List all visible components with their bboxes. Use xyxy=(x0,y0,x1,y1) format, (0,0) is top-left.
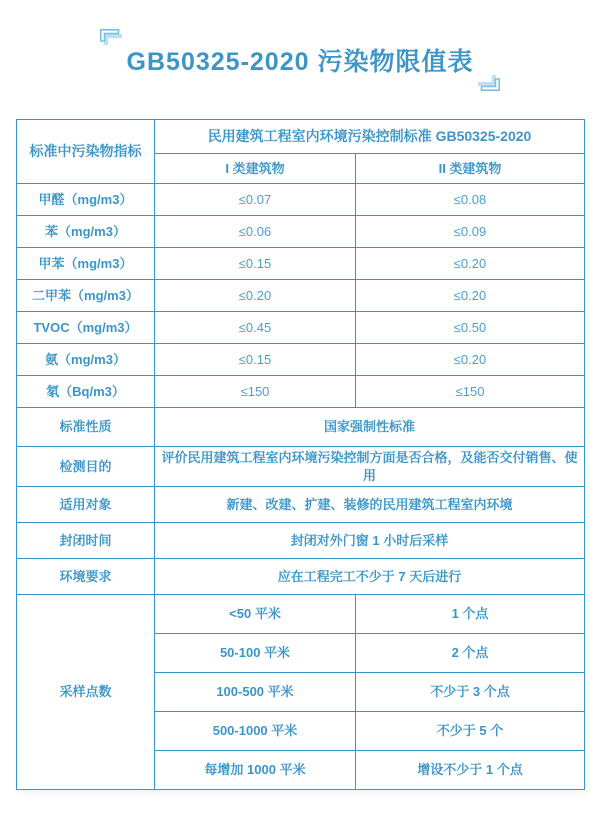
class2-limit-cell: ≤0.08 xyxy=(356,184,585,216)
pollutant-row-tvoc xyxy=(17,312,585,344)
class1-limit-cell: ≤0.20 xyxy=(155,280,356,312)
page-title: GB50325-2020 污染物限值表 xyxy=(126,48,474,76)
pollutant-row-formaldehyde xyxy=(17,184,585,216)
class2-limit-cell: ≤0.20 xyxy=(356,280,585,312)
pollutant-name-cell: 甲苯（mg/m3） xyxy=(17,248,155,280)
pollutant-row-radon xyxy=(17,376,585,408)
pollutant-limit-table xyxy=(16,119,585,790)
info-label-cell: 适用对象 xyxy=(17,487,155,523)
pollutant-row-xylene xyxy=(17,280,585,312)
class1-header-cell: I 类建筑物 xyxy=(155,154,356,184)
class2-limit-cell: ≤0.09 xyxy=(356,216,585,248)
pollutant-row-toluene xyxy=(17,248,585,280)
pollutant-row-benzene xyxy=(17,216,585,248)
info-value-cell: 应在工程完工不少于 7 天后进行 xyxy=(155,559,585,595)
pollutant-name-cell: 氨（mg/m3） xyxy=(17,344,155,376)
info-row-test-purpose xyxy=(17,447,585,487)
standard-header-cell: 民用建筑工程室内环境污染控制标准 GB50325-2020 xyxy=(155,120,585,154)
sampling-label-cell: 采样点数 xyxy=(17,595,155,790)
sampling-points-cell: 不少于 5 个 xyxy=(356,712,585,751)
sampling-area-cell: <50 平米 xyxy=(155,595,356,634)
class2-limit-cell: ≤150 xyxy=(356,376,585,408)
header-row-standard xyxy=(17,120,585,154)
info-label-cell: 封闭时间 xyxy=(17,523,155,559)
info-row-closing-time xyxy=(17,523,585,559)
corner-bracket-bottom-right-icon xyxy=(477,74,501,92)
pollutant-name-cell: 苯（mg/m3） xyxy=(17,216,155,248)
info-value-cell: 新建、改建、扩建、装修的民用建筑工程室内环境 xyxy=(155,487,585,523)
pollutant-limit-table-container xyxy=(16,119,584,790)
title-container xyxy=(121,38,480,82)
sampling-area-cell: 每增加 1000 平米 xyxy=(155,751,356,790)
info-label-cell: 环境要求 xyxy=(17,559,155,595)
info-row-environment-requirement xyxy=(17,559,585,595)
class2-limit-cell: ≤0.20 xyxy=(356,248,585,280)
corner-bracket-top-left-icon xyxy=(99,28,123,46)
class1-limit-cell: ≤0.15 xyxy=(155,248,356,280)
sampling-points-cell: 增设不少于 1 个点 xyxy=(356,751,585,790)
class2-header-cell: II 类建筑物 xyxy=(356,154,585,184)
sampling-points-cell: 不少于 3 个点 xyxy=(356,673,585,712)
indicator-header-cell: 标准中污染物指标 xyxy=(17,120,155,184)
info-label-cell: 检测目的 xyxy=(17,447,155,487)
info-value-cell: 评价民用建筑工程室内环境污染控制方面是否合格，及能否交付销售、使用 xyxy=(155,447,585,487)
pollutant-row-ammonia xyxy=(17,344,585,376)
sampling-area-cell: 500-1000 平米 xyxy=(155,712,356,751)
sampling-points-cell: 2 个点 xyxy=(356,634,585,673)
class1-limit-cell: ≤0.45 xyxy=(155,312,356,344)
class1-limit-cell: ≤150 xyxy=(155,376,356,408)
sampling-row xyxy=(17,595,585,634)
info-row-standard-nature xyxy=(17,408,585,447)
sampling-area-cell: 50-100 平米 xyxy=(155,634,356,673)
info-label-cell: 标准性质 xyxy=(17,408,155,447)
info-value-cell: 国家强制性标准 xyxy=(155,408,585,447)
pollutant-name-cell: 氡（Bq/m3） xyxy=(17,376,155,408)
class1-limit-cell: ≤0.07 xyxy=(155,184,356,216)
class1-limit-cell: ≤0.15 xyxy=(155,344,356,376)
info-row-applicable-object xyxy=(17,487,585,523)
sampling-area-cell: 100-500 平米 xyxy=(155,673,356,712)
sampling-points-cell: 1 个点 xyxy=(356,595,585,634)
class2-limit-cell: ≤0.50 xyxy=(356,312,585,344)
pollutant-name-cell: 二甲苯（mg/m3） xyxy=(17,280,155,312)
class2-limit-cell: ≤0.20 xyxy=(356,344,585,376)
info-value-cell: 封闭对外门窗 1 小时后采样 xyxy=(155,523,585,559)
class1-limit-cell: ≤0.06 xyxy=(155,216,356,248)
pollutant-name-cell: TVOC（mg/m3） xyxy=(17,312,155,344)
title-section xyxy=(0,38,600,82)
pollutant-name-cell: 甲醛（mg/m3） xyxy=(17,184,155,216)
